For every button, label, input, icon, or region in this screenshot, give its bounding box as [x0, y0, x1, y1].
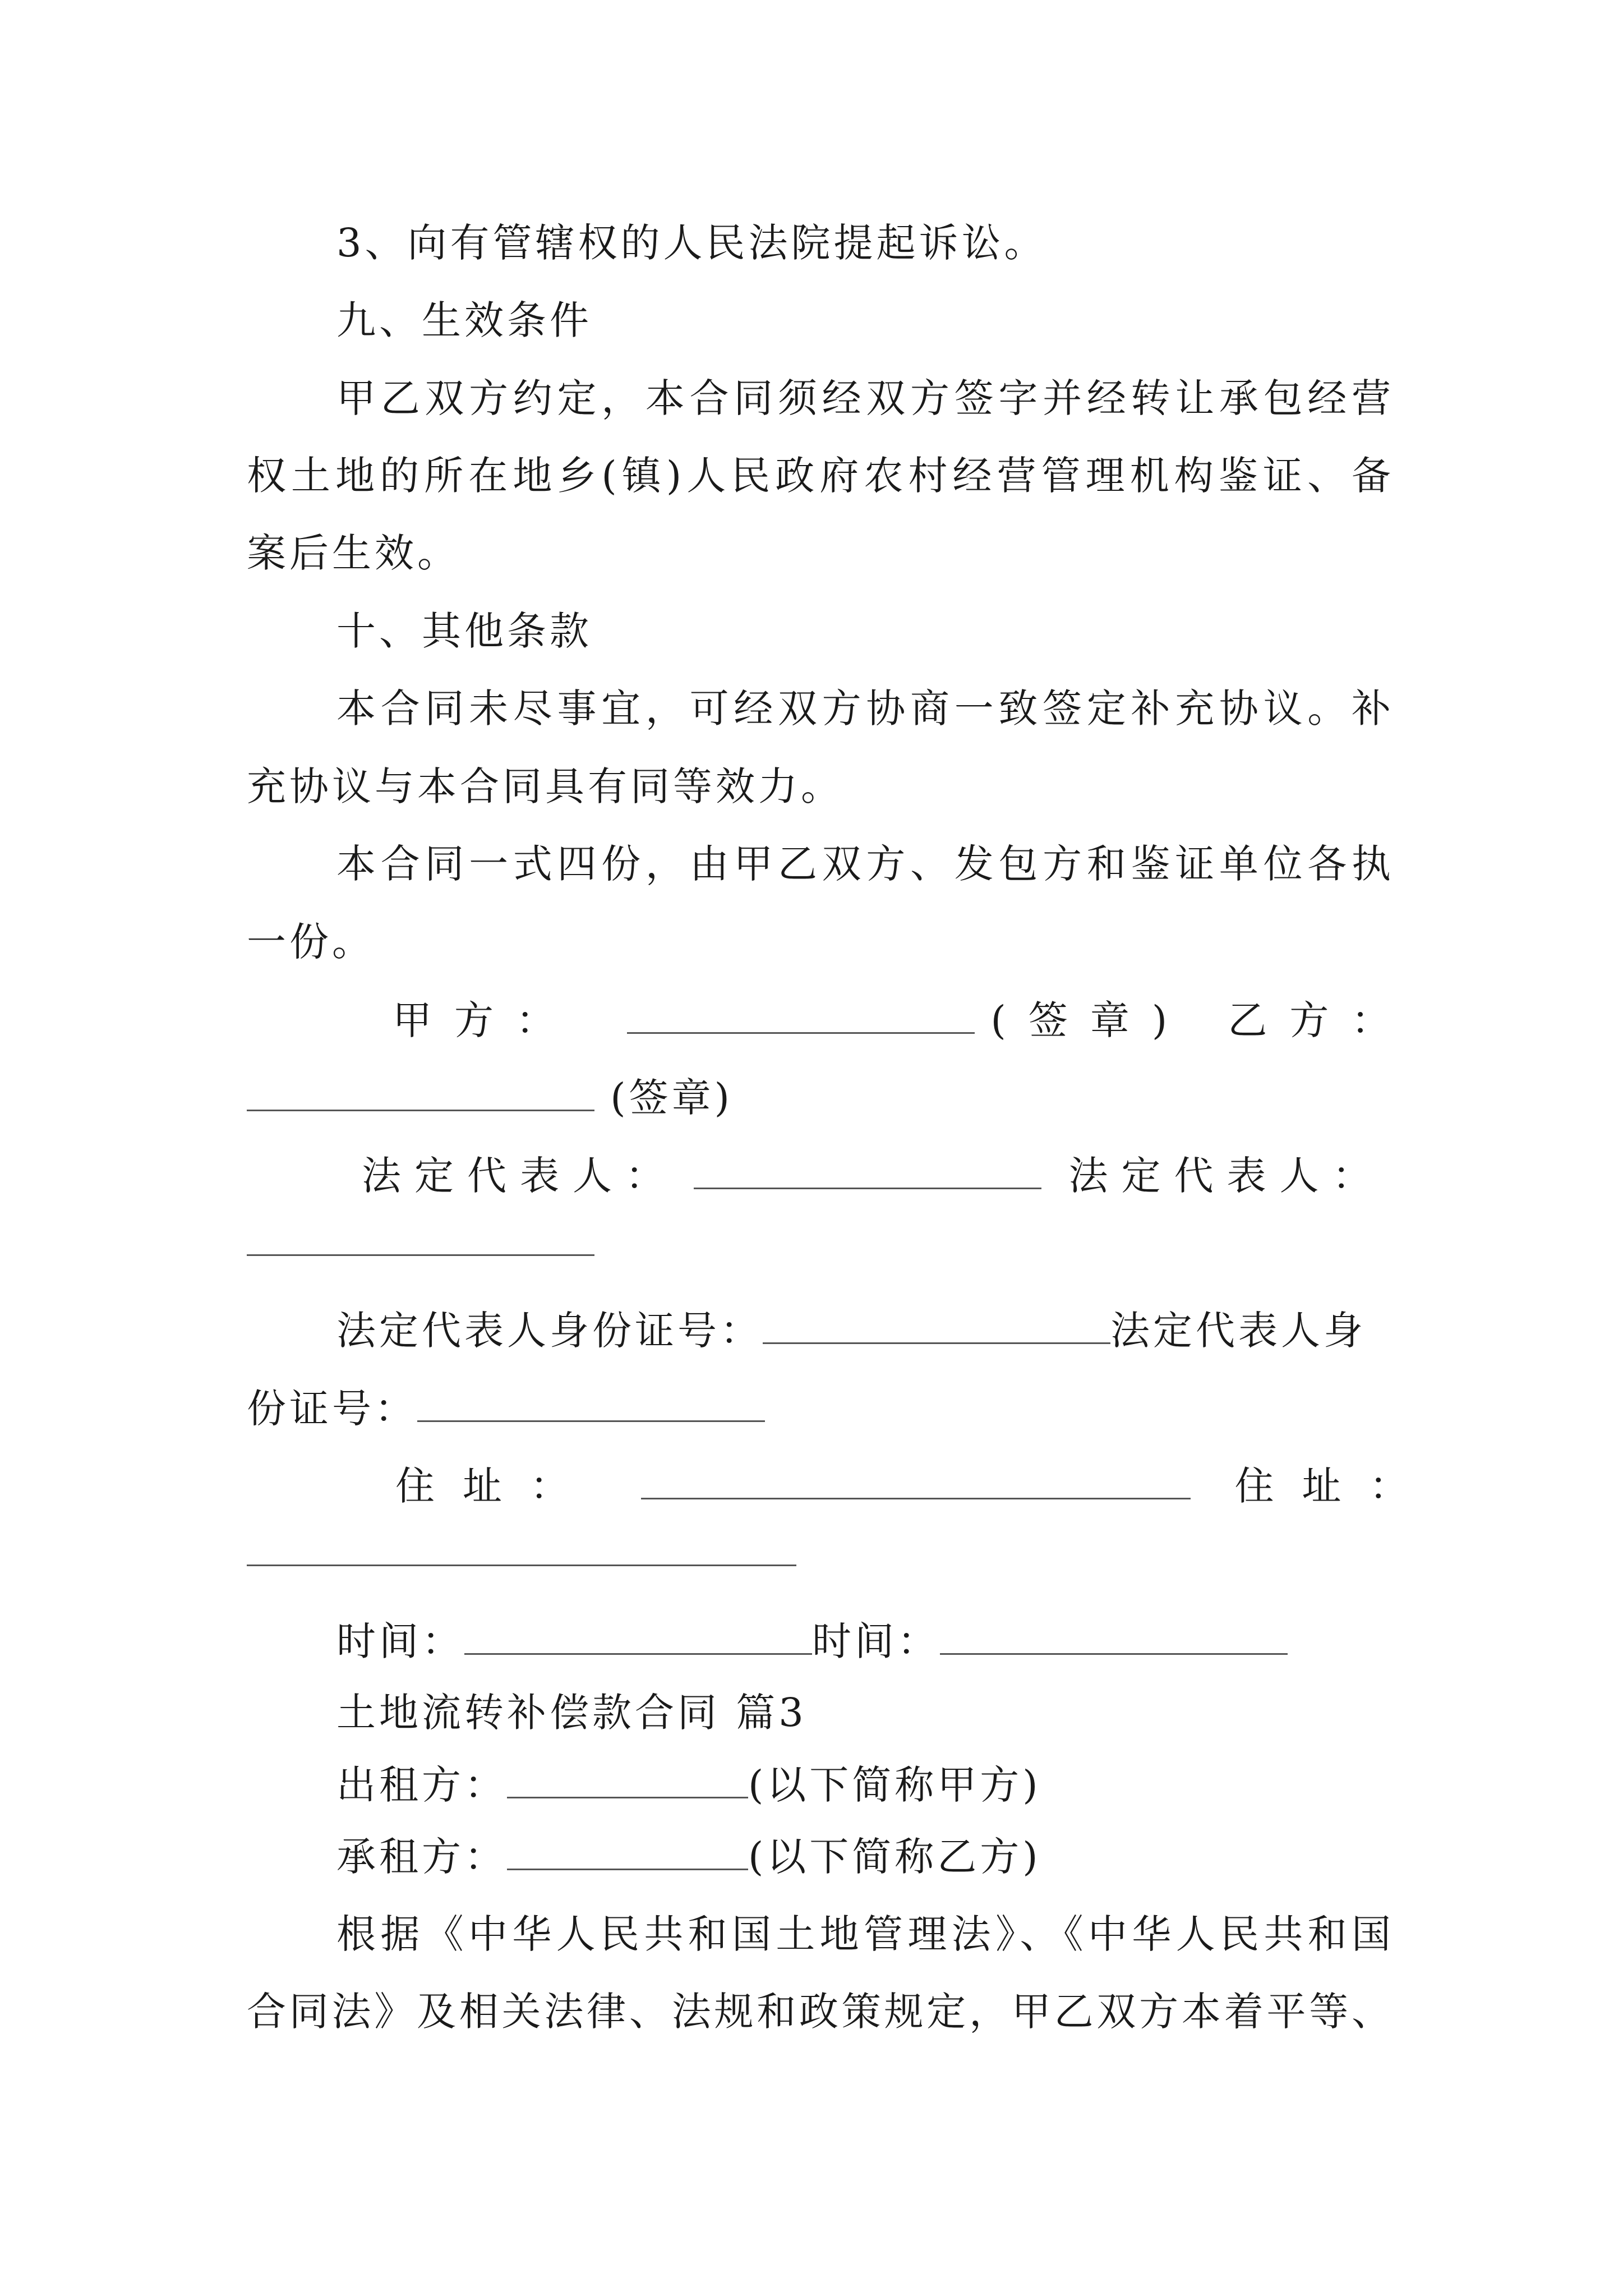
addr-b-label: 住址： — [1234, 1463, 1437, 1509]
paragraph-line: 合同法》及相关法律、法规和政策规定，甲乙双方本着平等、 — [247, 1989, 1394, 2035]
paragraph-line: 根据《中华人民共和国土地管理法》、《中华人民共和国 — [336, 1911, 1396, 1957]
rep-a-blank — [694, 1148, 1041, 1189]
rep-a-label: 法定代表人： — [362, 1153, 678, 1199]
addr-a-blank — [641, 1458, 1191, 1499]
addr-a-label: 住址： — [395, 1463, 597, 1509]
lessor-row — [336, 1757, 1391, 1811]
section-heading-9: 九、生效条件 — [336, 297, 592, 343]
id-b-label-cont: 份证号： — [247, 1386, 417, 1432]
party-b-blank — [247, 1070, 594, 1111]
lessee-label: 承租方： — [336, 1834, 507, 1880]
signature-row-representatives — [362, 1148, 1391, 1202]
signature-row-parties — [393, 993, 1413, 1047]
time-b-label: 时间： — [812, 1618, 940, 1664]
id-a-label: 法定代表人身份证号： — [336, 1308, 763, 1354]
signature-row-id-cont — [247, 1381, 1391, 1435]
rep-b-blank — [247, 1254, 594, 1256]
addr-b-blank — [247, 1565, 796, 1566]
time-a-blank — [464, 1614, 812, 1655]
party-a-seal: (签章) — [990, 997, 1190, 1043]
lessee-blank — [507, 1829, 748, 1870]
paragraph-line: 一份。 — [247, 919, 375, 965]
signature-row-time — [336, 1614, 1391, 1668]
id-a-blank — [763, 1303, 1110, 1344]
party-b-label: 乙方： — [1228, 997, 1413, 1043]
paragraph-line: 充协议与本合同具有同等效力。 — [247, 763, 843, 809]
lessee-row — [336, 1829, 1391, 1883]
paragraph-line: 本合同未尽事宜，可经双方协商一致签定补充协议。补 — [336, 685, 1396, 731]
section-heading-10: 十、其他条款 — [336, 608, 592, 654]
lessor-label: 出租方： — [336, 1762, 507, 1808]
paragraph-line: 案后生效。 — [247, 530, 460, 576]
contract-title-part-3: 土地流转补偿款合同 篇3 — [336, 1690, 807, 1736]
party-b-seal: (签章) — [610, 1075, 733, 1121]
time-b-blank — [940, 1614, 1288, 1655]
paragraph-line: 本合同一式四份，由甲乙双方、发包方和鉴证单位各执 — [336, 841, 1396, 887]
rep-b-label: 法定代表人： — [1068, 1153, 1385, 1199]
signature-row-id — [336, 1303, 1391, 1357]
party-a-blank — [627, 993, 975, 1034]
paragraph-line: 甲乙双方约定，本合同须经双方签字并经转让承包经营 — [336, 375, 1396, 421]
lessor-blank — [507, 1757, 748, 1798]
lessor-note: (以下简称甲方) — [748, 1762, 1041, 1808]
id-b-label: 法定代表人身 — [1110, 1308, 1366, 1354]
signature-row-address — [395, 1458, 1437, 1512]
lessee-note: (以下简称乙方) — [748, 1834, 1041, 1880]
paragraph-line: 权土地的所在地乡(镇)人民政府农村经营管理机构鉴证、备 — [247, 453, 1396, 499]
party-a-label: 甲方： — [393, 997, 578, 1043]
signature-row-party-b — [247, 1070, 1391, 1124]
time-a-label: 时间： — [336, 1618, 464, 1664]
clause-item-3: 3、向有管辖权的人民法院提起诉讼。 — [336, 220, 1047, 266]
id-b-blank — [417, 1381, 765, 1422]
